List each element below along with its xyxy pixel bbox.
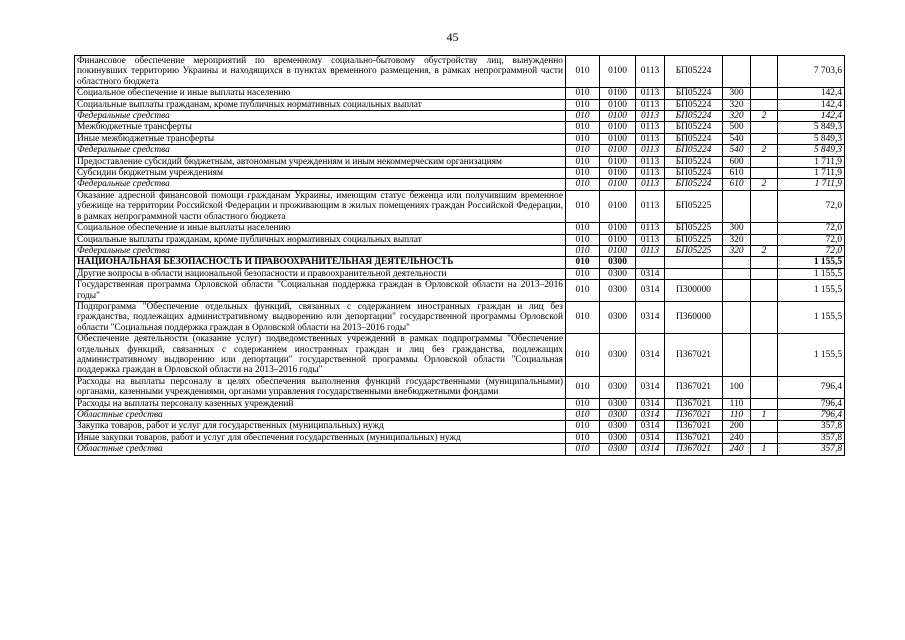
row-description: Федеральные средства (75, 145, 566, 156)
row-description: Расходы на выплаты персоналу казенных учреждений (75, 398, 566, 409)
expense-type-code (723, 334, 751, 377)
expense-type-code (723, 190, 751, 222)
department-code: 010 (566, 156, 600, 167)
subsection-code: 0113 (636, 133, 665, 144)
table-row (75, 268, 845, 279)
row-description: Финансовое обеспечение мероприятий по временному социально-бытовому обустройству лиц, вынужденно покинувших территорию Украины и находящихся в пунктах временного размещения, в рамках непрограммной части областного бюджета (75, 56, 566, 88)
table-row (75, 156, 845, 167)
department-code: 010 (566, 432, 600, 443)
expense-type-code: 320 (723, 234, 751, 245)
subsection-code: 0113 (636, 111, 665, 122)
row-description: Государственная программа Орловской области "Социальная поддержка граждан в Орловской области на 2013–2016 годы" (75, 280, 566, 302)
department-code: 010 (566, 145, 600, 156)
expense-type-code: 610 (723, 179, 751, 190)
row-description: Субсидии бюджетным учреждениям (75, 168, 566, 179)
row-description: Расходы на выплаты персоналу в целях обеспечения выполнения функций государственными (муниципальными) органами, казенными учреждениями, органами управления государственными внебюджетными фондами (75, 376, 566, 398)
amount: 357,8 (778, 421, 845, 432)
section-code: 0100 (600, 99, 636, 110)
expense-type-code (723, 268, 751, 279)
page-number: 45 (446, 30, 459, 44)
subsection-code: 0314 (636, 280, 665, 302)
table-row (75, 410, 845, 421)
subsection-code: 0314 (636, 421, 665, 432)
table-row (75, 190, 845, 222)
funding-source-code: 2 (751, 179, 778, 190)
amount: 1 711,9 (778, 168, 845, 179)
table-row (75, 133, 845, 144)
subsection-code: 0113 (636, 168, 665, 179)
row-description: Иные межбюджетные трансферты (75, 133, 566, 144)
department-code: 010 (566, 88, 600, 99)
subsection-code: 0314 (636, 410, 665, 421)
department-code: 010 (566, 421, 600, 432)
funding-source-code: 1 (751, 410, 778, 421)
row-description: НАЦИОНАЛЬНАЯ БЕЗОПАСНОСТЬ И ПРАВООХРАНИТЕЛЬНАЯ ДЕЯТЕЛЬНОСТЬ (75, 257, 566, 268)
subsection-code: 0113 (636, 223, 665, 234)
target-item-code: П367021 (665, 444, 723, 455)
expense-type-code: 540 (723, 133, 751, 144)
expense-type-code: 300 (723, 88, 751, 99)
target-item-code (665, 268, 723, 279)
subsection-code: 0314 (636, 376, 665, 398)
funding-source-code: 2 (751, 111, 778, 122)
funding-source-code (751, 56, 778, 88)
row-description: Предоставление субсидий бюджетным, автономным учреждениям и иным некоммерческим организациям (75, 156, 566, 167)
department-code: 010 (566, 334, 600, 377)
subsection-code: 0113 (636, 190, 665, 222)
section-code: 0100 (600, 56, 636, 88)
target-item-code: БП05225 (665, 245, 723, 256)
target-item-code: БП05224 (665, 99, 723, 110)
funding-source-code (751, 421, 778, 432)
target-item-code: БП05224 (665, 156, 723, 167)
section-code: 0300 (600, 334, 636, 377)
department-code: 010 (566, 168, 600, 179)
target-item-code: БП05224 (665, 145, 723, 156)
expense-type-code (723, 257, 751, 268)
section-code: 0100 (600, 122, 636, 133)
section-code: 0100 (600, 179, 636, 190)
section-code: 0300 (600, 268, 636, 279)
section-code: 0300 (600, 301, 636, 333)
funding-source-code (751, 268, 778, 279)
target-item-code: П367021 (665, 398, 723, 409)
table-row (75, 145, 845, 156)
section-code: 0300 (600, 444, 636, 455)
amount: 72,0 (778, 234, 845, 245)
subsection-code: 0314 (636, 268, 665, 279)
table-row (75, 421, 845, 432)
row-description: Федеральные средства (75, 245, 566, 256)
target-item-code: П367021 (665, 432, 723, 443)
amount: 1 711,9 (778, 179, 845, 190)
target-item-code: П300000 (665, 280, 723, 302)
expense-type-code: 500 (723, 122, 751, 133)
expense-type-code (723, 301, 751, 333)
table-row (75, 122, 845, 133)
amount: 5 849,3 (778, 145, 845, 156)
expense-type-code: 540 (723, 145, 751, 156)
department-code: 010 (566, 444, 600, 455)
expense-type-code (723, 56, 751, 88)
department-code: 010 (566, 410, 600, 421)
expense-type-code: 110 (723, 398, 751, 409)
table-row (75, 444, 845, 455)
funding-source-code (751, 190, 778, 222)
section-code: 0100 (600, 156, 636, 167)
department-code: 010 (566, 301, 600, 333)
amount: 1 155,5 (778, 257, 845, 268)
department-code: 010 (566, 268, 600, 279)
table-row (75, 432, 845, 443)
subsection-code: 0314 (636, 398, 665, 409)
funding-source-code: 1 (751, 444, 778, 455)
funding-source-code (751, 376, 778, 398)
table-row (75, 301, 845, 333)
expense-type-code: 610 (723, 168, 751, 179)
funding-source-code (751, 223, 778, 234)
section-code: 0300 (600, 257, 636, 268)
department-code: 010 (566, 56, 600, 88)
department-code: 010 (566, 122, 600, 133)
target-item-code: П367021 (665, 334, 723, 377)
funding-source-code (751, 234, 778, 245)
amount: 357,8 (778, 444, 845, 455)
table-row (75, 334, 845, 377)
funding-source-code (751, 301, 778, 333)
department-code: 010 (566, 257, 600, 268)
section-code: 0100 (600, 145, 636, 156)
subsection-code: 0113 (636, 122, 665, 133)
subsection-code: 0113 (636, 56, 665, 88)
amount: 357,8 (778, 432, 845, 443)
amount: 5 849,3 (778, 122, 845, 133)
target-item-code: БП05224 (665, 133, 723, 144)
table-row (75, 245, 845, 256)
section-code: 0300 (600, 410, 636, 421)
funding-source-code (751, 156, 778, 167)
amount: 7 703,6 (778, 56, 845, 88)
budget-table (74, 55, 845, 456)
funding-source-code (751, 99, 778, 110)
target-item-code: П367021 (665, 410, 723, 421)
row-description: Федеральные средства (75, 111, 566, 122)
funding-source-code (751, 168, 778, 179)
subsection-code: 0113 (636, 156, 665, 167)
row-description: Федеральные средства (75, 179, 566, 190)
section-code: 0100 (600, 223, 636, 234)
funding-source-code (751, 122, 778, 133)
section-code: 0100 (600, 190, 636, 222)
department-code: 010 (566, 245, 600, 256)
amount: 142,4 (778, 111, 845, 122)
target-item-code: БП05224 (665, 56, 723, 88)
subsection-code: 0314 (636, 444, 665, 455)
row-description: Областные средства (75, 410, 566, 421)
table-row (75, 56, 845, 88)
table-row (75, 223, 845, 234)
funding-source-code (751, 280, 778, 302)
section-code: 0300 (600, 280, 636, 302)
funding-source-code (751, 432, 778, 443)
section-code: 0100 (600, 168, 636, 179)
expense-type-code: 300 (723, 223, 751, 234)
department-code: 010 (566, 111, 600, 122)
target-item-code: БП05225 (665, 190, 723, 222)
subsection-code: 0113 (636, 145, 665, 156)
amount: 142,4 (778, 99, 845, 110)
amount: 72,0 (778, 245, 845, 256)
amount: 796,4 (778, 410, 845, 421)
target-item-code: БП05225 (665, 223, 723, 234)
target-item-code: П360000 (665, 301, 723, 333)
department-code: 010 (566, 234, 600, 245)
row-description: Закупка товаров, работ и услуг для государственных (муниципальных) нужд (75, 421, 566, 432)
amount: 796,4 (778, 398, 845, 409)
subsection-code: 0314 (636, 301, 665, 333)
table-row (75, 88, 845, 99)
table-row (75, 376, 845, 398)
expense-type-code: 110 (723, 410, 751, 421)
funding-source-code (751, 257, 778, 268)
subsection-code: 0113 (636, 99, 665, 110)
funding-source-code (751, 398, 778, 409)
amount: 1 155,5 (778, 280, 845, 302)
row-description: Социальное обеспечение и иные выплаты населению (75, 223, 566, 234)
amount: 1 155,5 (778, 301, 845, 333)
target-item-code: БП05224 (665, 179, 723, 190)
expense-type-code (723, 280, 751, 302)
target-item-code: БП05224 (665, 88, 723, 99)
subsection-code: 0314 (636, 432, 665, 443)
row-description: Подпрограмма "Обеспечение отдельных функций, связанных с содержанием иностранных граждан и лиц без гражданства, подлежащих административному выдворению или депортации" государственной программы Орловской области "Социальная поддержка граждан в Орловской области на 2013–2016 годы" (75, 301, 566, 333)
target-item-code: П367021 (665, 376, 723, 398)
target-item-code (665, 257, 723, 268)
row-description: Межбюджетные трансферты (75, 122, 566, 133)
table-row (75, 99, 845, 110)
expense-type-code: 200 (723, 421, 751, 432)
expense-type-code: 100 (723, 376, 751, 398)
target-item-code: П367021 (665, 421, 723, 432)
department-code: 010 (566, 179, 600, 190)
subsection-code: 0113 (636, 234, 665, 245)
subsection-code: 0113 (636, 245, 665, 256)
department-code: 010 (566, 398, 600, 409)
table-row (75, 280, 845, 302)
amount: 1 155,5 (778, 334, 845, 377)
amount: 72,0 (778, 223, 845, 234)
section-code: 0100 (600, 245, 636, 256)
row-description: Социальные выплаты гражданам, кроме публичных нормативных социальных выплат (75, 234, 566, 245)
target-item-code: БП05224 (665, 122, 723, 133)
table-row (75, 234, 845, 245)
row-description: Другие вопросы в области национальной безопасности и правоохранительной деятельности (75, 268, 566, 279)
section-code: 0300 (600, 421, 636, 432)
section-code: 0300 (600, 376, 636, 398)
department-code: 010 (566, 223, 600, 234)
expense-type-code: 320 (723, 245, 751, 256)
amount: 796,4 (778, 376, 845, 398)
expense-type-code: 240 (723, 444, 751, 455)
amount: 142,4 (778, 88, 845, 99)
department-code: 010 (566, 376, 600, 398)
subsection-code (636, 257, 665, 268)
row-description: Обеспечение деятельности (оказание услуг) подведомственных учреждений в рамках подпрограммы "Обеспечение отдельных функций, связанных с содержанием иностранных граждан и лиц без гражданства, подлежащих административному выдворению или депортации" государственной программы Орловской области "Социальная поддержка граждан в Орловской области на 2013–2016 годы" (75, 334, 566, 377)
expense-type-code: 240 (723, 432, 751, 443)
funding-source-code (751, 334, 778, 377)
subsection-code: 0113 (636, 88, 665, 99)
funding-source-code (751, 88, 778, 99)
row-description: Иные закупки товаров, работ и услуг для обеспечения государственных (муниципальных) нужд (75, 432, 566, 443)
section-code: 0100 (600, 111, 636, 122)
row-description: Социальные выплаты гражданам, кроме публичных нормативных социальных выплат (75, 99, 566, 110)
department-code: 010 (566, 133, 600, 144)
table-row (75, 168, 845, 179)
expense-type-code: 320 (723, 111, 751, 122)
expense-type-code: 320 (723, 99, 751, 110)
row-description: Социальное обеспечение и иные выплаты населению (75, 88, 566, 99)
section-code: 0100 (600, 133, 636, 144)
expense-type-code: 600 (723, 156, 751, 167)
row-description: Оказание адресной финансовой помощи гражданам Украины, имеющим статус беженца или получившим временное убежище на территории Российской Федерации и проживающим в жилых помещениях граждан Российской Федерации, в рамках непрограммной части областного бюджета (75, 190, 566, 222)
section-code: 0300 (600, 432, 636, 443)
section-code: 0100 (600, 234, 636, 245)
table-row (75, 398, 845, 409)
amount: 1 155,5 (778, 268, 845, 279)
target-item-code: БП05225 (665, 234, 723, 245)
amount: 5 849,3 (778, 133, 845, 144)
amount: 72,0 (778, 190, 845, 222)
row-description: Областные средства (75, 444, 566, 455)
section-code: 0100 (600, 88, 636, 99)
funding-source-code: 2 (751, 245, 778, 256)
subsection-code: 0314 (636, 334, 665, 377)
table-row (75, 179, 845, 190)
department-code: 010 (566, 190, 600, 222)
department-code: 010 (566, 280, 600, 302)
target-item-code: БП05224 (665, 168, 723, 179)
funding-source-code (751, 133, 778, 144)
section-code: 0300 (600, 398, 636, 409)
funding-source-code: 2 (751, 145, 778, 156)
department-code: 010 (566, 99, 600, 110)
target-item-code: БП05224 (665, 111, 723, 122)
amount: 1 711,9 (778, 156, 845, 167)
table-row (75, 257, 845, 268)
subsection-code: 0113 (636, 179, 665, 190)
table-row (75, 111, 845, 122)
